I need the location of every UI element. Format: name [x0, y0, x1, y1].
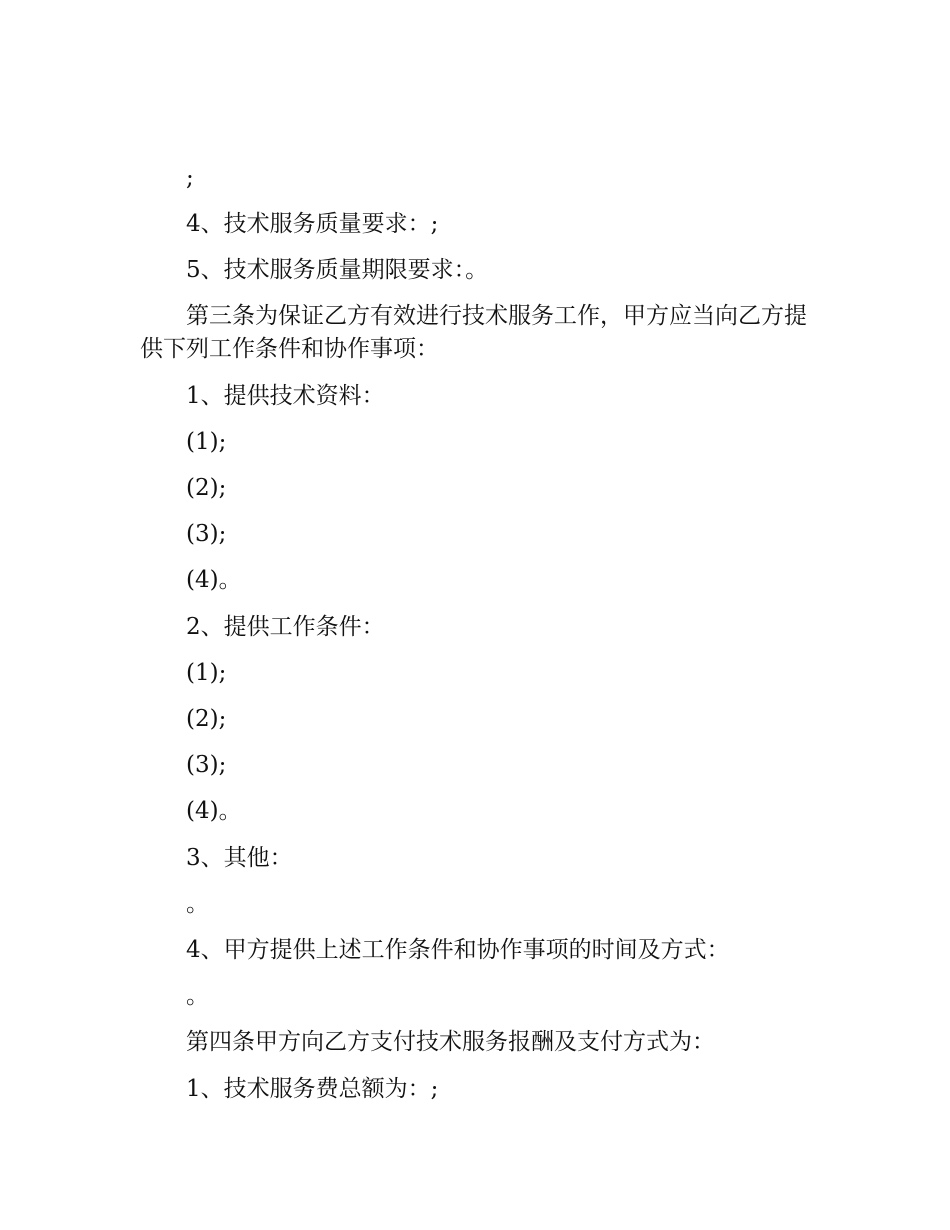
paragraph: 3、其他： [186, 844, 293, 871]
paragraph: 4、技术服务质量要求：; [186, 211, 439, 238]
paragraph: (1); [186, 659, 227, 686]
paragraph: 5、技术服务质量期限要求：。 [186, 257, 489, 284]
paragraph: 2、提供工作条件： [186, 613, 385, 640]
paragraph: (1); [186, 428, 227, 455]
paragraph: 第四条甲方向乙方支付技术服务报酬及支付方式为： [186, 1029, 715, 1056]
paragraph: 4、甲方提供上述工作条件和协作事项的时间及方式： [186, 937, 730, 964]
paragraph: (4)。 [186, 798, 242, 825]
paragraph: (4)。 [186, 567, 242, 594]
paragraph: (3); [186, 521, 227, 548]
paragraph: ; [186, 165, 194, 191]
paragraph: 1、技术服务费总额为：; [186, 1075, 439, 1102]
paragraph: 1、提供技术资料： [186, 382, 385, 409]
paragraph: (2); [186, 706, 227, 733]
paragraph: (3); [186, 752, 227, 779]
paragraph: 。 [186, 890, 209, 917]
paragraph: (2); [186, 475, 227, 502]
document-body [140, 155, 810, 1112]
paragraph: 。 [186, 983, 209, 1010]
paragraph: 第三条为保证乙方有效进行技术服务工作，甲方应当向乙方提供下列工作条件和协作事项： [140, 302, 807, 362]
